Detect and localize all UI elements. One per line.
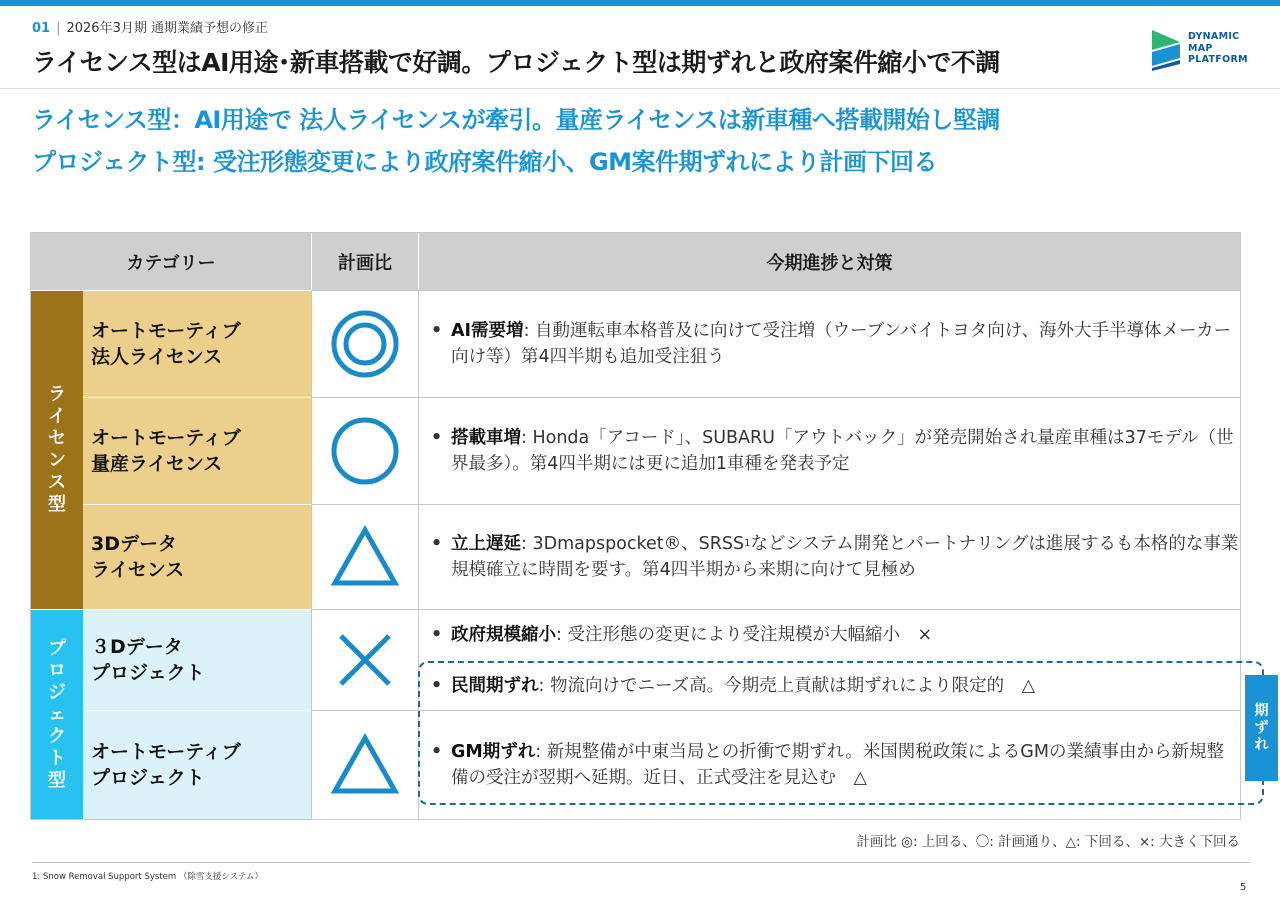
header-ratio: 計画比 <box>312 233 418 290</box>
header-divider <box>0 88 1280 89</box>
footnote: 1: Snow Removal Support System （除雪支援システム） <box>32 872 264 882</box>
progress-ai-demand: • AI需要増: 自動運転車本格普及に向けて受注増（ウーブンバイトヨタ向け、海外大手半導体メーカー向け等）第4四半期も追加受注狙う <box>431 321 1232 367</box>
progress-vehicle-increase: • 搭載車増: Honda「アコード」、SUBARU「アウトバック」が発売開始され量産車種は37モデル（世界最多）。第4四半期には更に追加1車種を発表予定 <box>431 428 1234 474</box>
footer-divider <box>32 862 1250 863</box>
category-3d-data-project: ３Dデータ プロジェクト <box>83 610 311 710</box>
ratio-mark-double-circle <box>312 291 418 397</box>
delay-tag: 期ずれ <box>1245 675 1278 781</box>
group-project: プロジェクト型 <box>31 610 83 819</box>
category-auto-corporate-license: オートモーティブ 法人ライセンス <box>83 291 311 397</box>
company-logo <box>1150 28 1260 72</box>
ratio-legend: 計画比 ◎: 上回る、〇: 計画通り、△: 下回る、×: 大きく下回る <box>856 834 1240 850</box>
ratio-mark-cross <box>312 610 418 710</box>
page-number: 5 <box>1240 882 1247 893</box>
header-progress: 今期進捗と対策 <box>419 233 1240 290</box>
circle-icon <box>330 416 400 486</box>
progress-launch-delay: • 立上遅延: 3Dmapspocket®、SRSS$^1$などシステム開発とパートナリングは進展するも本格的な事業規模確立に時間を要す。第4四半期から来期に向けて見極め <box>431 534 1239 580</box>
logo-text: DYNAMIC MAP PLATFORM <box>1188 31 1248 65</box>
section-text: 2026年3月期 通期業績予想の修正 <box>66 21 268 36</box>
double-circle-icon <box>330 309 400 379</box>
ratio-mark-triangle <box>312 711 418 819</box>
ratio-mark-triangle <box>312 505 418 609</box>
triangle-icon <box>330 733 400 797</box>
delay-highlight-box <box>418 661 1264 805</box>
progress-gm-delay: • GM期ずれ: 新規整備が中東当局との折衝で期ずれ。米国関税政策によるGMの業績事由から新規整備の受注が翌期へ延期。近日、正式受注を見込む △ <box>431 742 1224 788</box>
section-number: 01 <box>32 21 51 36</box>
subtitle-project: プロジェクト型: 受注形態変更により政府案件縮小、GM案件期ずれにより計画下回る <box>32 148 938 176</box>
category-auto-project: オートモーティブ プロジェクト <box>83 711 311 819</box>
cross-icon <box>335 630 395 690</box>
ratio-mark-circle <box>312 398 418 504</box>
header-category: カテゴリー <box>31 233 311 290</box>
category-3d-data-license: 3Dデータ ライセンス <box>83 505 311 609</box>
top-accent-bar <box>0 0 1280 6</box>
subtitle-license: ライセンス型：AI用途で 法人ライセンスが牽引。量産ライセンスは新車種へ搭載開始し堅調 <box>32 106 1000 134</box>
category-auto-mass-license: オートモーティブ 量産ライセンス <box>83 398 311 504</box>
logo-mark-icon <box>1150 28 1184 72</box>
progress-3d-project: • 政府規模縮小: 受注形態の変更により受注規模が大幅縮小 × • 民間期ずれ: 物流向けでニーズ高。今期売上貢献は期ずれにより限定的 △ <box>431 625 1036 696</box>
group-license: ライセンス型 <box>31 291 83 609</box>
page-title: ライセンス型はAI用途･新車搭載で好調。プロジェクト型は期ずれと政府案件縮小で不調 <box>32 48 1000 77</box>
triangle-icon <box>330 525 400 589</box>
section-label: 01 | 2026年3月期 通期業績予想の修正 <box>32 21 268 36</box>
